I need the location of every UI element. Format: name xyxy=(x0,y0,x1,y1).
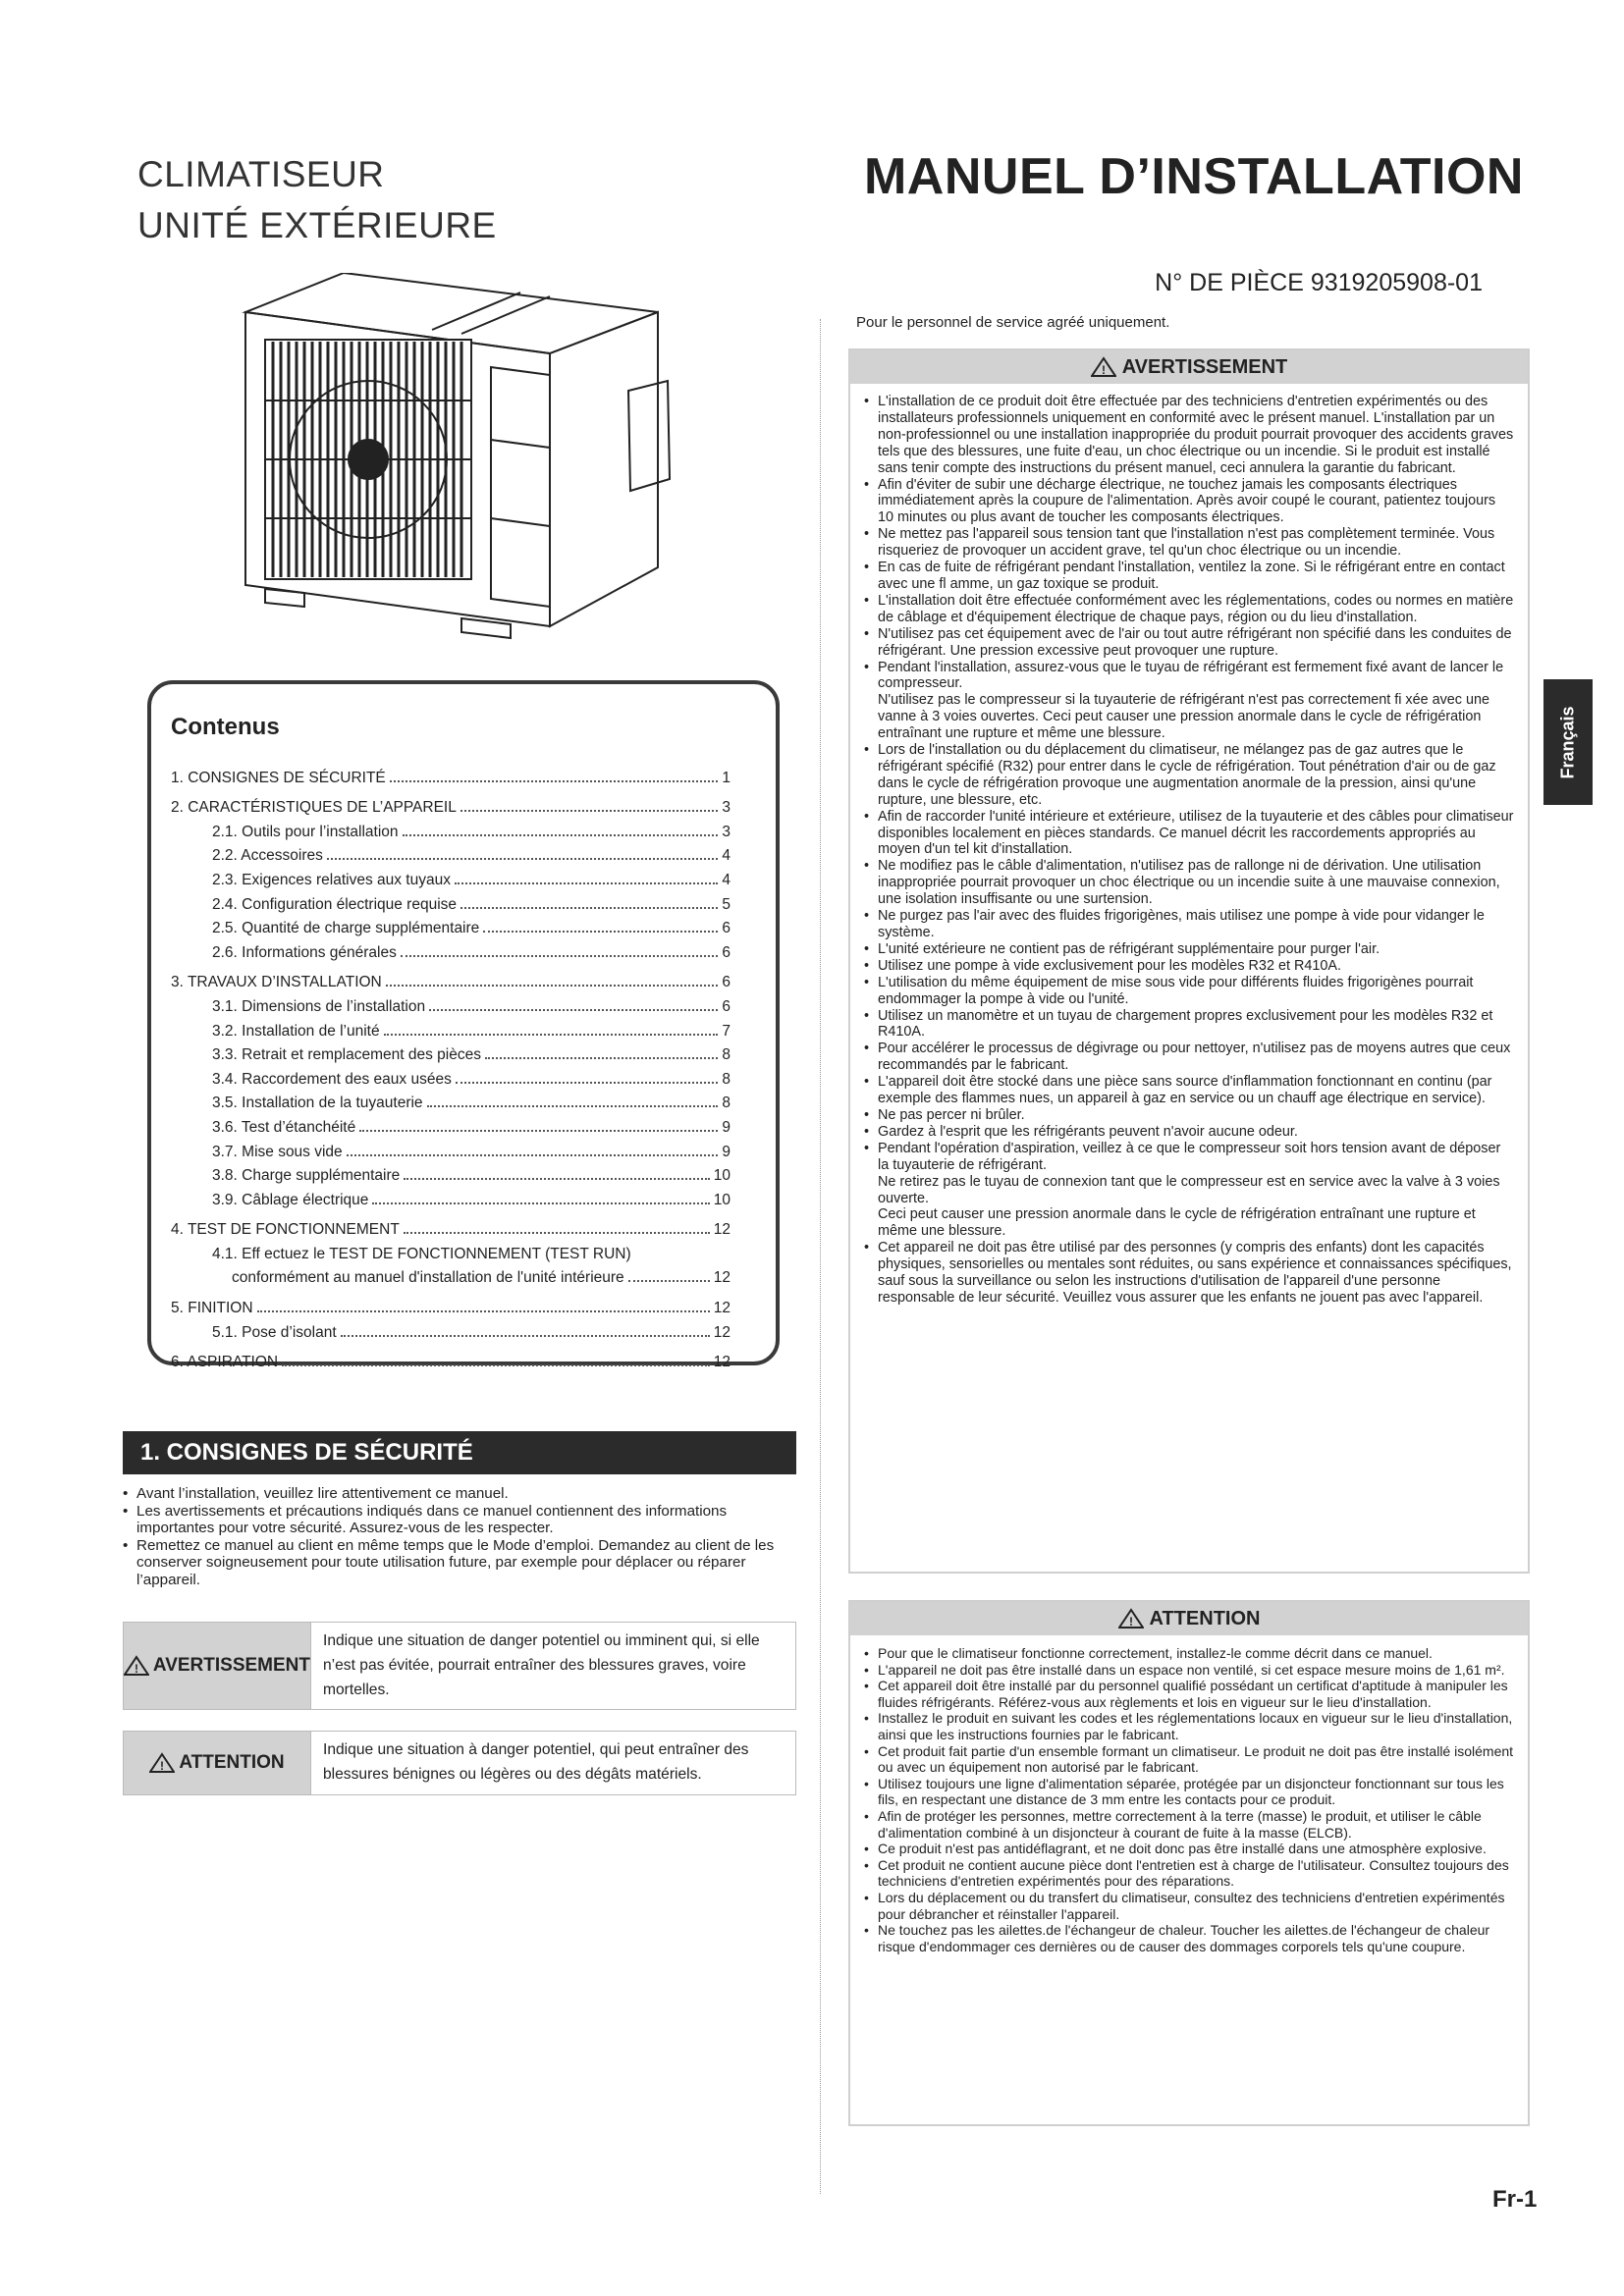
toc-leader-dots xyxy=(403,834,719,836)
safety-item: • L'installation doit être effectuée conformément avec les réglementations, codes ou normes en matière de câblage et d'équipement électrique de chaque pays, région ou du lieu d'installation. xyxy=(864,593,1514,626)
svg-text:!: ! xyxy=(160,1759,165,1773)
toc-row-page: 3 xyxy=(722,799,731,817)
toc-leader-dots xyxy=(628,1280,710,1282)
toc-row-page: 8 xyxy=(722,1046,731,1064)
legend-warning-label: ! AVERTISSEMENT xyxy=(124,1623,310,1709)
caution-box xyxy=(848,1600,1530,2126)
toc-row xyxy=(171,763,731,787)
safety-item: • Cet appareil ne doit pas être utilisé par des personnes (y compris des enfants) dont les capacités physiques, sensorielles ou mentales sont réduites, ou sans expérience et connaissances spécifiques, sauf sous la surveillance ou selon les instructions d'utilisation de l'appareil d'une personne responsable de leur sécurité. Veuillez vous assurer que les enfants ne jouent pas avec l'appareil. xyxy=(864,1240,1514,1307)
toc-row-label: 3.9. Câblage électrique xyxy=(212,1191,369,1208)
toc-row xyxy=(171,914,731,938)
legend-warning xyxy=(123,1622,796,1710)
intro-item: • Avant l’installation, veuillez lire attentivement ce manuel. xyxy=(123,1485,776,1503)
toc-row-label: 2.4. Configuration électrique requise xyxy=(212,895,458,913)
caution-list xyxy=(850,1635,1528,1964)
toc-row-page: 12 xyxy=(713,1221,731,1239)
toc-row xyxy=(171,968,731,992)
toc-leader-dots xyxy=(429,1009,718,1011)
warning-triangle-icon xyxy=(1091,356,1116,378)
toc-row xyxy=(171,1089,731,1113)
toc-row-page: 8 xyxy=(722,1070,731,1088)
toc-row xyxy=(171,1293,731,1317)
safety-item: • Afin de raccorder l'unité intérieure et extérieure, utilisez de la tuyauterie et des câbles pour climatiseur disponibles localement en pièces standards. Ce manuel décrit les raccordements appropriés au moyen d'un tel kit d'installation. xyxy=(864,809,1514,859)
safety-item: • Lors de l'installation ou du déplacement du climatiseur, ne mélangez pas de gaz autres que le réfrigérant spécifié (R32) pour entrer dans le cycle de réfrigération. Tout pénétration d'air ou de gaz dans le cycle de réfrigération provoque une augmentation anormale de la pression, ainsi qu'une rupture, une blessure, etc. xyxy=(864,742,1514,809)
toc-row-page: 8 xyxy=(722,1095,731,1112)
safety-item: • Gardez à l'esprit que les réfrigérants peuvent n'avoir aucune odeur. xyxy=(864,1124,1514,1141)
toc-row-page: 6 xyxy=(722,920,731,937)
svg-text:!: ! xyxy=(134,1661,138,1676)
warning-box-header xyxy=(850,350,1528,384)
safety-item: • L'appareil doit être stocké dans une pièce sans source d'inflammation fonctionnant en continu (par exemple des flammes nues, un appareil à gaz en service ou un chauff age électrique en service). xyxy=(864,1074,1514,1107)
safety-item: • L'utilisation du même équipement de mise sous vide pour différents fluides frigorigènes pourrait endommager la pompe à vide ou l'unité. xyxy=(864,975,1514,1008)
toc-row xyxy=(171,841,731,866)
toc-row-page: 6 xyxy=(722,974,731,991)
toc-row xyxy=(171,1161,731,1186)
section-heading: 1. CONSIGNES DE SÉCURITÉ xyxy=(123,1431,796,1474)
toc-row-label: 2.5. Quantité de charge supplémentaire xyxy=(212,920,480,937)
safety-item: • Afin de protéger les personnes, mettre correctement à la terre (masse) le produit, et utiliser le câble d'alimentation combiné à un disjoncteur à courant de fuite à la masse (ELCB). xyxy=(864,1808,1514,1841)
language-tab[interactable]: Français xyxy=(1543,679,1593,805)
toc-row-page: 4 xyxy=(722,847,731,865)
toc-row xyxy=(171,793,731,818)
safety-item: • L'appareil ne doit pas être installé dans un espace non ventilé, si cet espace mesure moins de 1,61 m². xyxy=(864,1662,1514,1679)
safety-item: • Cet produit ne contient aucune pièce dont l'entretien est à charge de l'utilisateur. Consultez toujours des techniciens d'entretien expérimentés pour des réparations. xyxy=(864,1857,1514,1890)
toc-leader-dots xyxy=(483,931,718,933)
toc-row-page: 9 xyxy=(722,1118,731,1136)
toc-row-page: 12 xyxy=(713,1323,731,1341)
toc-leader-dots xyxy=(404,1178,709,1180)
toc-row xyxy=(171,937,731,962)
toc-row xyxy=(171,1348,731,1372)
safety-item: • Cet appareil doit être installé par du personnel qualifié possédant un certificat d'aptitude à manipuler les fluides réfrigérants. Référez-vous aux règlements et lois en vigueur sur le lieu d'installation. xyxy=(864,1678,1514,1710)
toc-row-page: 6 xyxy=(722,997,731,1015)
toc-row-label: 2.6. Informations générales xyxy=(212,943,397,961)
toc-row-label: 3.1. Dimensions de l’installation xyxy=(212,997,426,1015)
toc-row-label: 3.4. Raccordement des eaux usées xyxy=(212,1070,452,1088)
toc-row-label: conformément au manuel d'installation de l'unité intérieure xyxy=(232,1269,624,1287)
toc-row xyxy=(171,1016,731,1041)
safety-item: • Installez le produit en suivant les codes et les réglementations locaux en vigueur sur le lieu d'installation, ainsi que les instructions fournies par le fabricant. xyxy=(864,1710,1514,1742)
toc-row xyxy=(171,1064,731,1089)
toc-row-label: 3.8. Charge supplémentaire xyxy=(212,1167,401,1185)
toc-row-label: 2.1. Outils pour l’installation xyxy=(212,823,399,840)
toc-leader-dots xyxy=(384,1034,719,1036)
intro-list xyxy=(123,1485,776,1589)
toc-row xyxy=(171,1137,731,1161)
toc-row-page: 9 xyxy=(722,1143,731,1160)
product-title-line2: UNITÉ EXTÉRIEURE xyxy=(137,205,497,245)
toc-row xyxy=(171,1041,731,1065)
toc-row-page: 10 xyxy=(713,1167,731,1185)
toc-row-label: 6. ASPIRATION xyxy=(171,1354,279,1371)
safety-item: • Lors du déplacement ou du transfert du climatiseur, consultez des techniciens d'entretien expérimentés pour débrancher et réinstaller l'appareil. xyxy=(864,1890,1514,1922)
toc-row xyxy=(171,1317,731,1342)
intro-item: • Les avertissements et précautions indiqués dans ce manuel contiennent des informations importantes pour votre sécurité. Assurez-vous de les respecter. xyxy=(123,1503,776,1537)
caution-box-title: ATTENTION xyxy=(1149,1607,1261,1629)
toc-row-label: 2.3. Exigences relatives aux tuyaux xyxy=(212,871,451,888)
warning-triangle-icon xyxy=(124,1655,149,1677)
safety-item: • Pour que le climatiseur fonctionne correctement, installez-le comme décrit dans ce manuel. xyxy=(864,1645,1514,1662)
toc-row xyxy=(171,1239,731,1263)
legend-caution xyxy=(123,1731,796,1795)
toc-leader-dots xyxy=(455,882,718,884)
toc-row-label: 3.7. Mise sous vide xyxy=(212,1143,343,1160)
toc-leader-dots xyxy=(404,1232,710,1234)
caution-box-header xyxy=(850,1602,1528,1635)
toc-leader-dots xyxy=(485,1057,718,1059)
toc-row-label: 2. CARACTÉRISTIQUES DE L’APPAREIL xyxy=(171,799,457,817)
column-divider xyxy=(820,319,821,2194)
toc-row-page: 10 xyxy=(713,1191,731,1208)
toc-row-label: 3. TRAVAUX D’INSTALLATION xyxy=(171,974,382,991)
toc-leader-dots xyxy=(347,1154,719,1156)
toc-row-label: 1. CONSIGNES DE SÉCURITÉ xyxy=(171,769,386,786)
toc-row-label: 3.6. Test d’étanchéité xyxy=(212,1118,356,1136)
safety-item: • Ne pas percer ni brûler. xyxy=(864,1107,1514,1124)
toc-row-page: 6 xyxy=(722,943,731,961)
warning-box xyxy=(848,348,1530,1574)
safety-item: • Ce produit n'est pas antidéflagrant, et ne doit donc pas être installé dans une atmosphère explosive. xyxy=(864,1841,1514,1857)
table-of-contents xyxy=(147,680,780,1371)
safety-item: • Afin d'éviter de subir une décharge électrique, ne touchez jamais les composants électriques immédiatement après la coupure de l'alimentation. Après avoir coupé le courant, patientez toujours 10 minutes ou plus avant de toucher les composants électriques. xyxy=(864,477,1514,527)
safety-item: • Utilisez une pompe à vide exclusivement pour les modèles R32 et R410A. xyxy=(864,958,1514,975)
toc-leader-dots xyxy=(372,1202,709,1204)
caution-triangle-icon xyxy=(149,1752,175,1774)
toc-leader-dots xyxy=(359,1130,718,1132)
toc-row-label: 3.2. Installation de l’unité xyxy=(212,1022,380,1040)
safety-item: • Pour accélérer le processus de dégivrage ou pour nettoyer, n'utilisez pas de moyens autres que ceux recommandés par le fabricant. xyxy=(864,1041,1514,1074)
toc-row xyxy=(171,865,731,889)
safety-item: N'utilisez pas le compresseur si la tuyauterie de réfrigérant n'est pas correctement fi xée avec une vanne à 3 voies ouvertes. Ceci peut causer une pression anormale dans le cycle de réfrigération entraînant une rupture et même une blessure. xyxy=(878,692,1489,742)
caution-triangle-icon xyxy=(1118,1608,1144,1629)
toc-row xyxy=(171,817,731,841)
toc-leader-dots xyxy=(401,955,719,957)
toc-row-label: 3.5. Installation de la tuyauterie xyxy=(212,1095,423,1112)
legend-caution-label: ! ATTENTION xyxy=(124,1732,310,1794)
toc-leader-dots xyxy=(341,1335,710,1337)
toc-row-page: 12 xyxy=(713,1354,731,1371)
warning-list xyxy=(850,384,1528,1316)
safety-item: • N'utilisez pas cet équipement avec de l'air ou tout autre réfrigérant non spécifié dans les conduites de réfrigérant. Une pression excessive peut provoquer une rupture. xyxy=(864,626,1514,660)
toc-leader-dots xyxy=(456,1082,719,1084)
toc-row-page: 7 xyxy=(722,1022,731,1040)
toc-row-page: 5 xyxy=(722,895,731,913)
toc-row-label: 4. TEST DE FONCTIONNEMENT xyxy=(171,1221,400,1239)
toc-row-label: 2.2. Accessoires xyxy=(212,847,323,865)
toc-leader-dots xyxy=(460,810,719,812)
safety-item: • L'unité extérieure ne contient pas de réfrigérant supplémentaire pour purger l'air. xyxy=(864,941,1514,958)
intro-item: • Remettez ce manuel au client en même temps que le Mode d’emploi. Demandez au client de les conserver soigneusement pour toute utilisation future, par exemple pour déplacer ou réparer l’appareil. xyxy=(123,1537,776,1589)
safety-item: • En cas de fuite de réfrigérant pendant l'installation, ventilez la zone. Si le réfrigérant entre en contact avec une fl amme, un gaz toxique se produit. xyxy=(864,560,1514,593)
toc-row-page: 12 xyxy=(713,1300,731,1317)
toc-leader-dots xyxy=(390,780,719,782)
safety-item: • Utilisez toujours une ligne d'alimentation séparée, protégée par un disjoncteur fonctionnant sur tous les fils, en respectant une distance de 3 mm entre les contacts pour ce produit. xyxy=(864,1776,1514,1808)
svg-text:!: ! xyxy=(1128,1615,1133,1629)
toc-row-page: 4 xyxy=(722,871,731,888)
safety-item: • Cet produit fait partie d'un ensemble formant un climatiseur. Le produit ne doit pas être installé isolément ou avec un équipement non autorisé par le fabricant. xyxy=(864,1743,1514,1776)
product-title xyxy=(137,149,497,251)
toc-row xyxy=(171,889,731,914)
part-number: N° DE PIÈCE 9319205908-01 xyxy=(1155,269,1483,296)
safety-item: • Ne touchez pas les ailettes.de l'échangeur de chaleur. Toucher les ailettes.de l'échangeur de chaleur risque d'endommager ces dernières ou de causer des dommages corporels tels qu'une coupure. xyxy=(864,1922,1514,1954)
toc-title: Contenus xyxy=(171,714,280,740)
toc-leader-dots xyxy=(257,1310,710,1312)
safety-item: • Pendant l'installation, assurez-vous que le tuyau de réfrigérant est fermement fixé avant de lancer le compresseur. xyxy=(864,660,1514,693)
safety-item: • Ne mettez pas l'appareil sous tension tant que l'installation n'est pas complètement terminée. Vous risqueriez de provoquer un accident grave, tel qu'un choc électrique ou un incendie. xyxy=(864,526,1514,560)
toc-row-label: 4.1. Eff ectuez le TEST DE FONCTIONNEMENT (TEST RUN) xyxy=(212,1245,631,1262)
outdoor-unit-illustration xyxy=(226,273,677,661)
toc-leader-dots xyxy=(327,858,719,860)
safety-item: • Ne modifiez pas le câble d'alimentation, n'utilisez pas de rallonge ni de dérivation. Une utilisation inappropriée pourrait provoquer un choc électrique ou un incendie suite à une mauvaise connexion, une isolation insuffisante ou une surtension. xyxy=(864,858,1514,908)
toc-row-label: 3.3. Retrait et remplacement des pièces xyxy=(212,1046,481,1064)
svg-text:!: ! xyxy=(1101,363,1106,377)
toc-row xyxy=(171,991,731,1016)
page-number: Fr-1 xyxy=(1492,2186,1538,2213)
toc-row-label: 5. FINITION xyxy=(171,1300,253,1317)
toc-row xyxy=(171,1185,731,1209)
toc-list xyxy=(171,763,731,1371)
safety-item: Ne retirez pas le tuyau de connexion tant que le compresseur est en service avec la valve à 3 voies ouverte. xyxy=(878,1173,1500,1206)
warning-box-title: AVERTISSEMENT xyxy=(1121,355,1288,378)
product-title-line1: CLIMATISEUR xyxy=(137,154,385,194)
safety-item: • Ne purgez pas l'air avec des fluides frigorigènes, mais utilisez une pompe à vide pour vidanger le système. xyxy=(864,908,1514,941)
manual-title: MANUEL D’INSTALLATION xyxy=(863,148,1524,205)
toc-leader-dots xyxy=(282,1364,710,1366)
safety-item: • Pendant l'opération d'aspiration, veillez à ce que le compresseur soit hors tension avant de déposer la tuyauterie de réfrigérant. xyxy=(864,1141,1514,1174)
legend-warning-text: Indique une situation de danger potentiel ou imminent qui, si elle n’est pas évitée, pourrait entraîner des blessures graves, voire mortelles. xyxy=(310,1623,795,1709)
safety-item: • Utilisez un manomètre et un tuyau de chargement propres exclusivement pour les modèles R32 et R410A. xyxy=(864,1008,1514,1041)
safety-item: Ceci peut causer une pression anormale dans le cycle de réfrigération entraînant une rupture et même une blessure. xyxy=(878,1206,1476,1240)
toc-row-label: 5.1. Pose d’isolant xyxy=(212,1323,337,1341)
toc-leader-dots xyxy=(460,907,718,909)
toc-row-page: 3 xyxy=(722,823,731,840)
toc-row xyxy=(171,1112,731,1137)
toc-leader-dots xyxy=(427,1105,719,1107)
personnel-note: Pour le personnel de service agréé uniquement. xyxy=(856,314,1170,331)
toc-row-page: 1 xyxy=(722,769,731,786)
toc-row xyxy=(171,1215,731,1240)
safety-item: • L'installation de ce produit doit être effectuée par des techniciens d'entretien expérimentés ou des installateurs professionnels uniquement en conformité avec le présent manuel. L'installation par un non-professionnel ou une installation inappropriée du produit pourrait provoquer des accidents graves tels que des blessures, une fuite d'eau, un choc électrique ou un incendie. Si le produit est installé sans tenir compte des instructions du présent manuel, ceci annulera la garantie du fabricant. xyxy=(864,394,1514,477)
toc-row xyxy=(171,1263,731,1288)
toc-row-page: 12 xyxy=(713,1269,731,1287)
legend-caution-text: Indique une situation à danger potentiel, qui peut entraîner des blessures bénignes ou légères ou des dégâts matériels. xyxy=(310,1732,795,1794)
toc-leader-dots xyxy=(386,985,719,987)
